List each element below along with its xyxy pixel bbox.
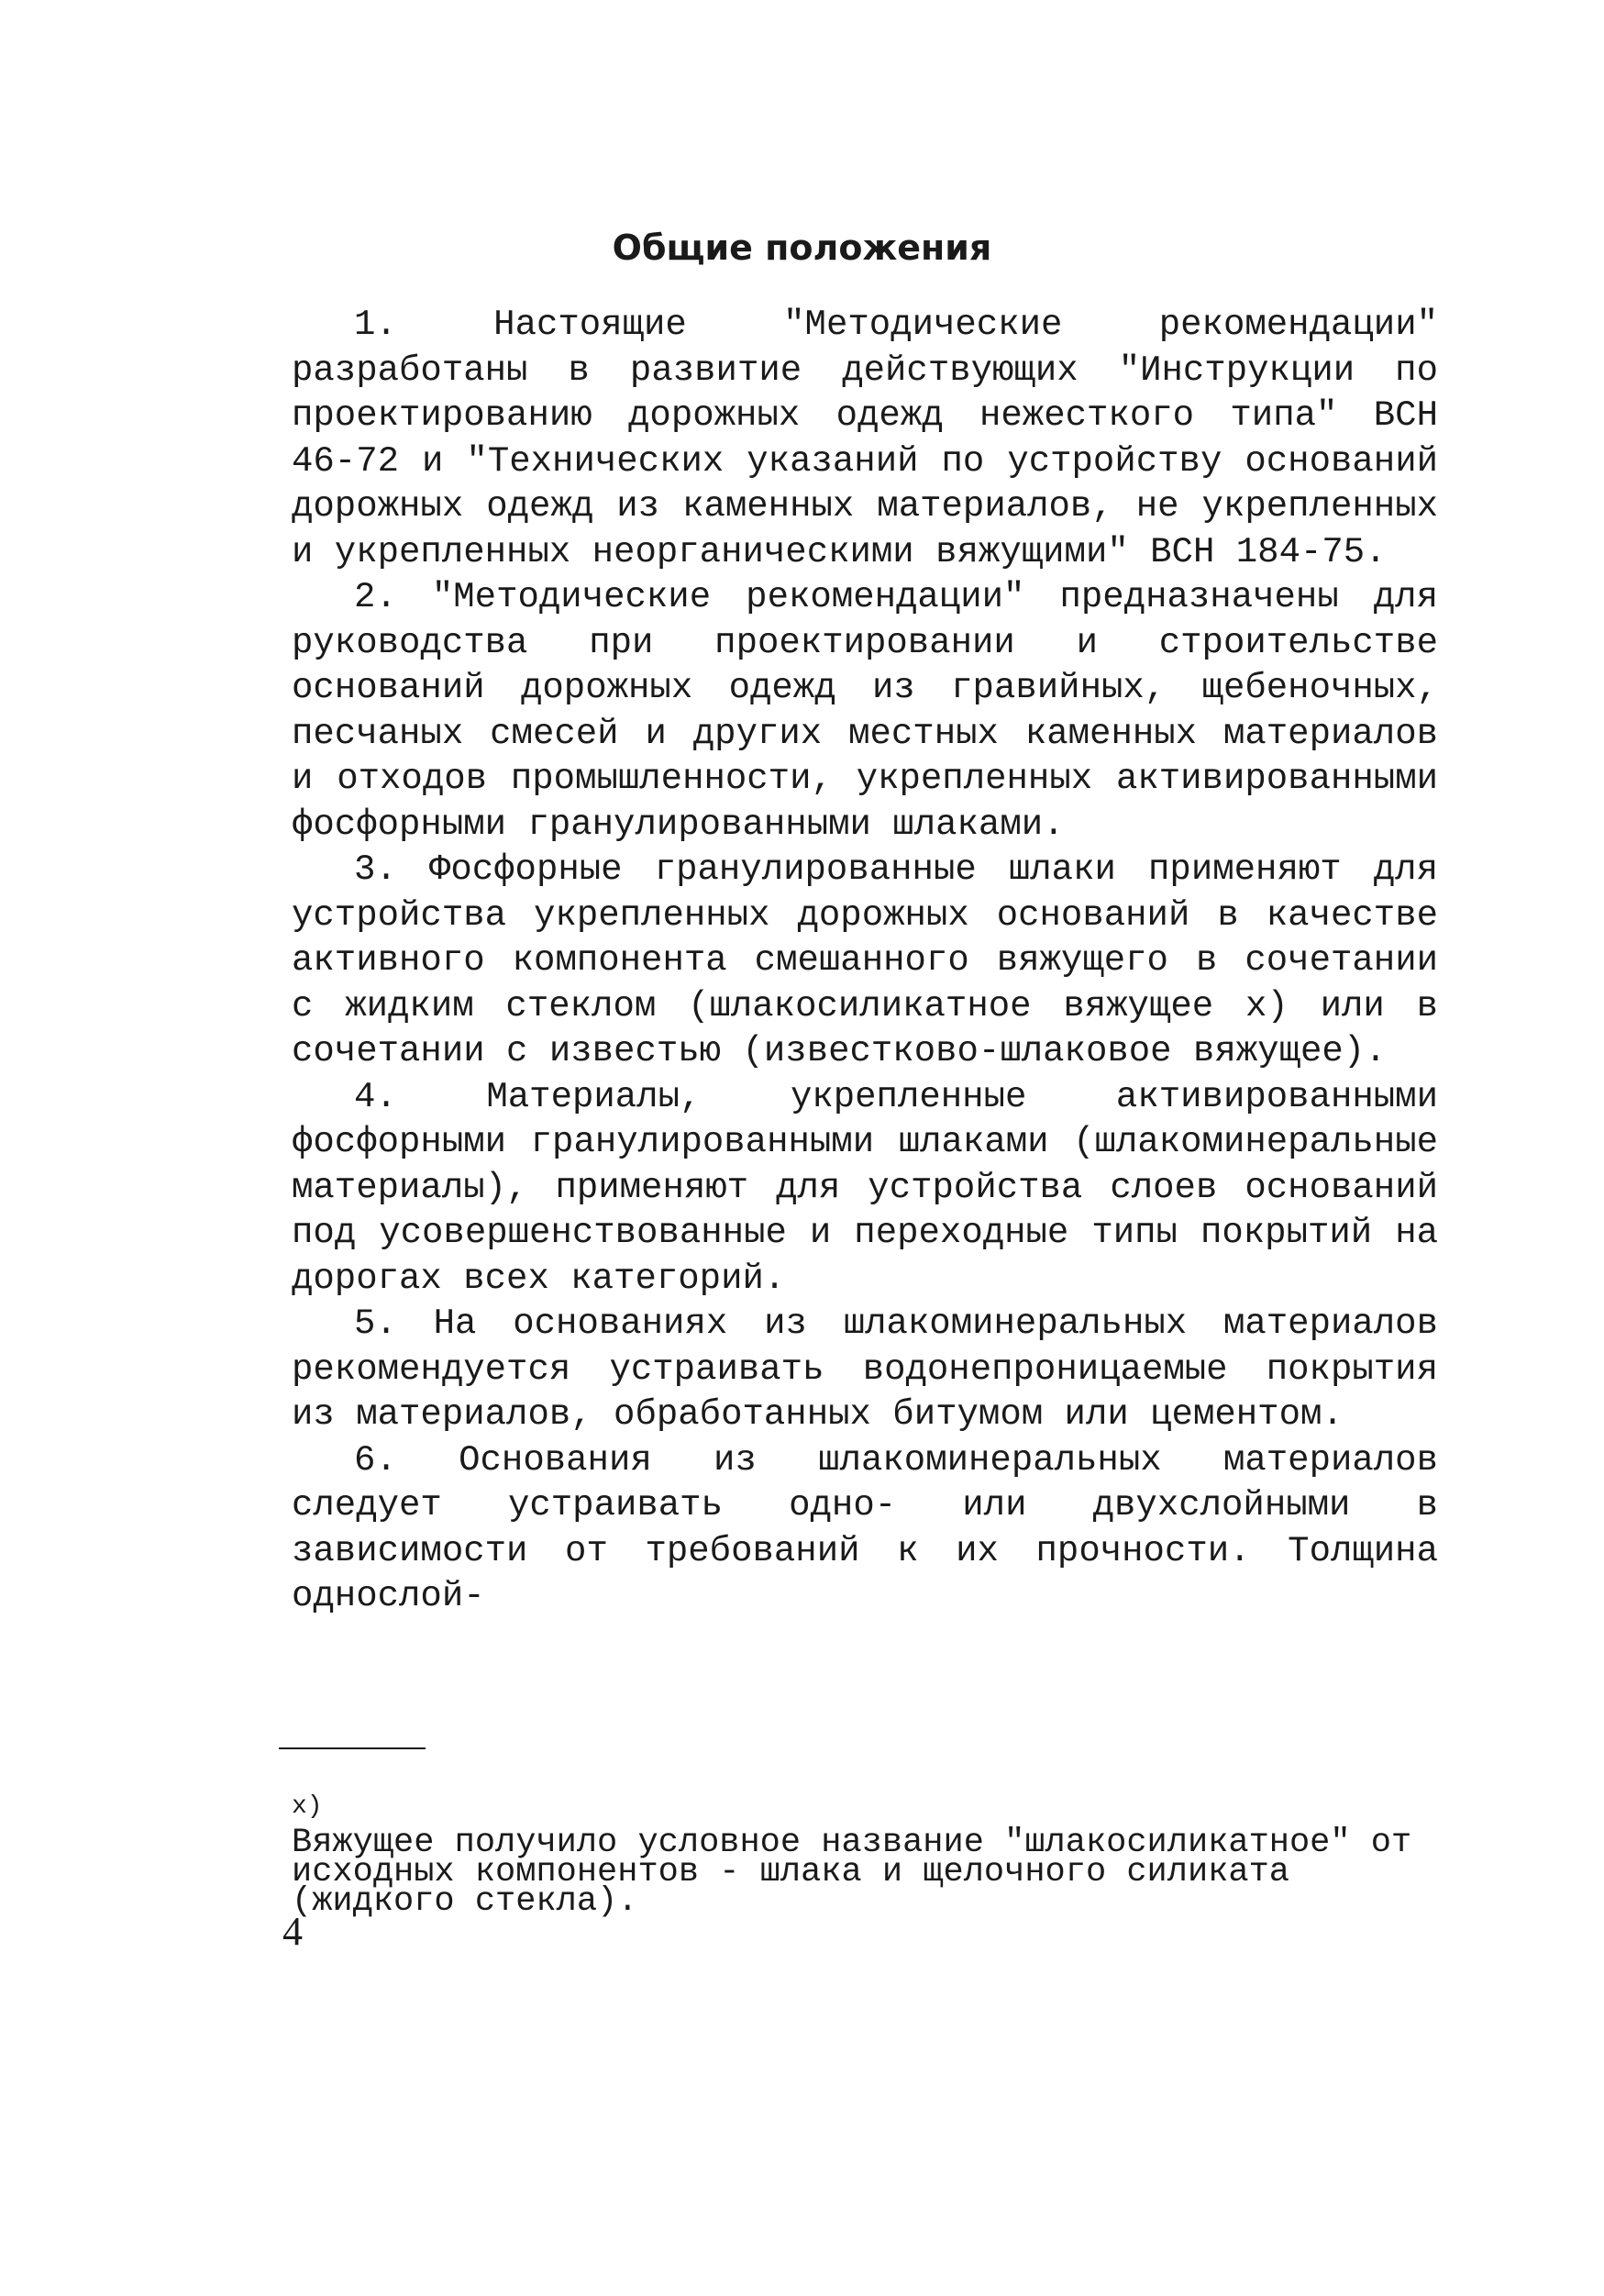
paragraph-2: 2. "Методические рекомендации" предназначены для руководства при проектировании и строительстве оснований дорожных одежд из гравийных, щебеночных, песчаных смесей и других местных каменных материалов и отходов промышленности, укрепленных активированными фосфорными гранулированными шлаками. <box>292 577 1438 845</box>
footnote <box>292 1763 1438 1921</box>
footnote-text: Вяжущее получило условное название "шлакосиликатное" от исходных компонентов - шлака и щелочного силиката (жидкого стекла). <box>292 1824 1412 1921</box>
footnote-separator <box>279 1747 426 1749</box>
paragraph-1: 1. Настоящие "Методические рекомендации" разработаны в развитие действующих "Инструкции по проектированию дорожных одежд нежесткого типа" ВСН 46-72 и "Технических указаний по устройству оснований дорожных одежд из каменных материалов, не укрепленных и укрепленных неорганическими вяжущими" ВСН 184-75. <box>292 305 1438 572</box>
paragraph-6: 6. Основания из шлакоминеральных материалов следует устраивать одно- или двухслойными в зависимости от требований к их прочности. Толщина однослой- <box>292 1439 1438 1616</box>
paragraph-4: 4. Материалы, укрепленные активированными фосфорными гранулированными шлаками (шлакоминеральные материалы), применяют для устройства слоев оснований под усовершенствованные и переходные типы покрытий на дорогах всех категорий. <box>292 1076 1438 1299</box>
paragraph-3: 3. Фосфорные гранулированные шлаки применяют для устройства укрепленных дорожных оснований в качестве активного компонента смешанного вяжущего в сочетании с жидким стеклом (шлакосиликатное вяжущее x) или в сочетании с известью (известково-шлаковое вяжущее). <box>292 849 1438 1071</box>
paragraph-5: 5. На основаниях из шлакоминеральных материалов рекомендуется устраивать водонепроницаемые покрытия из материалов, обработанных битумом или цементом. <box>292 1303 1438 1435</box>
section-heading: Общие положения <box>612 227 992 268</box>
page-number: 4 <box>282 1909 303 1954</box>
footnote-marker: x) <box>292 1792 323 1821</box>
body-text <box>292 303 1438 1620</box>
